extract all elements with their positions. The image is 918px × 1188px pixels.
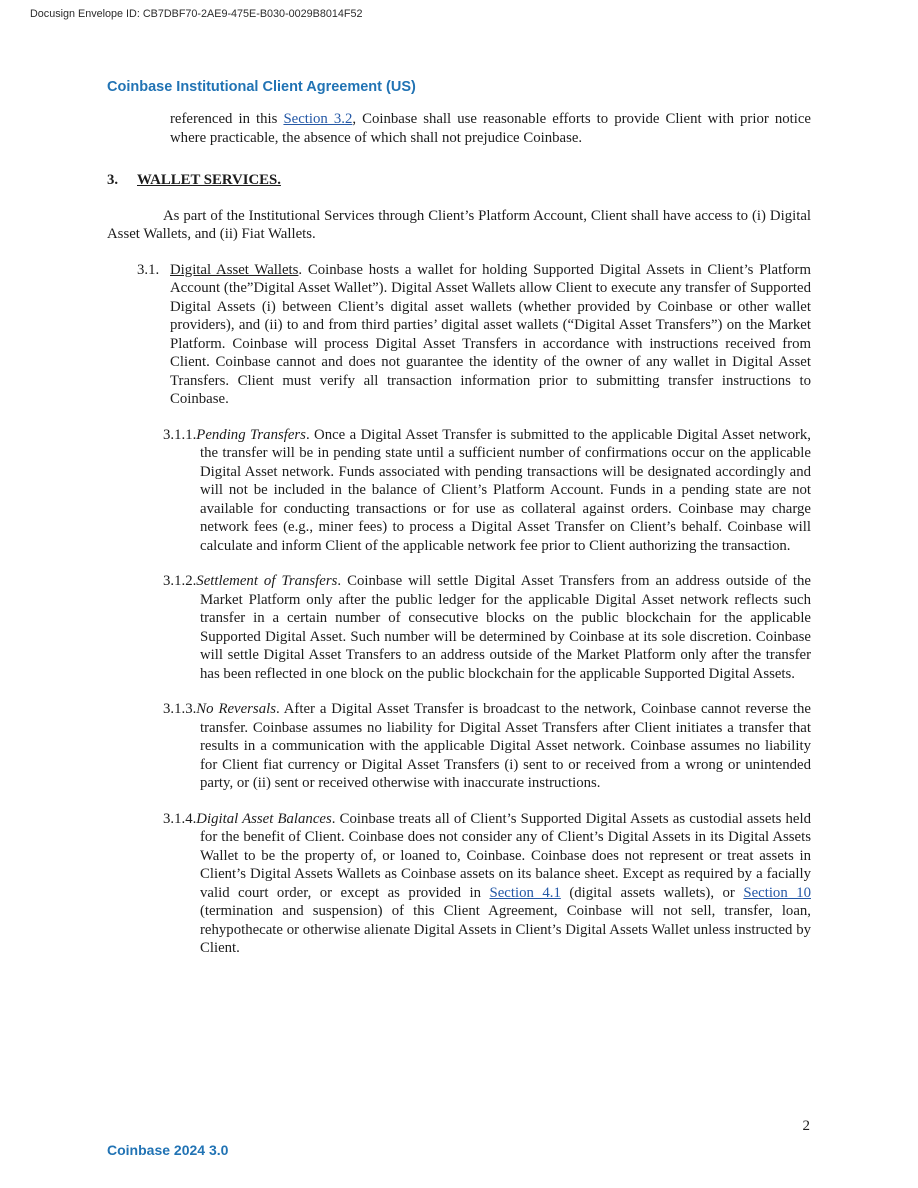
footer-brand: Coinbase 2024 3.0: [107, 1141, 229, 1158]
clause-3-1-3-body: . After a Digital Asset Transfer is broadcast to the network, Coinbase cannot reverse the transfer. Coinbase assumes no liability for Digital Asset Transfers after Client initiates a transfer that results in a communication with the applicable Digital Asset network. Coinbase assumes no liability for Client fiat currency or Digital Asset Transfers (i) sent to or received from a wrong or unintended party, or (ii) sent or received otherwise with inaccurate instructions.: [200, 701, 811, 791]
clause-3-1-title: Digital Asset Wallets: [170, 261, 299, 278]
clause-3-1-2-body: . Coinbase will settle Digital Asset Transfers from an address outside of the Market Platform only after the public ledger for the applicable Digital Asset network reflects such transfer in a certain number of consecutive blocks on the public blockchain for the applicable Supported Digital Asset. Such number will be determined by Coinbase at its sole discretion. Coinbase will settle Digital Asset Transfers to an address outside of the Market Platform only after the transfer has been reflected in one block on the public blockchain for the applicable Supported Digital Assets.: [200, 573, 811, 682]
section-3-lead-paragraph: As part of the Institutional Services through Client’s Platform Account, Client shall have access to (i) Digital Asset Wallets, and (ii) Fiat Wallets.: [107, 207, 811, 242]
intro-text-before-link: referenced in this: [170, 111, 284, 127]
clause-3-1-2-title: Settlement of Transfers: [196, 573, 338, 589]
clause-3-1-4-body-mid: (digital assets wallets), or: [560, 884, 744, 901]
clause-3-1-2-number: 3.1.2.: [163, 573, 197, 589]
clause-3-1-3: [163, 700, 811, 793]
clause-3-1-1-title: Pending Transfers: [196, 426, 306, 443]
intro-text-after-link: , Coinbase shall use reasonable efforts to provide Client with prior notice where practicable, the absence of which shall not prejudice Coinbase.: [170, 111, 811, 146]
clause-3-1-body: . Coinbase hosts a wallet for holding Supported Digital Assets in Client’s Platform Account (the”Digital Asset Wallet”). Digital Asset Wallets allow Client to execute any transfer of Supported Digital Assets (i) between Client’s digital asset wallets (whether provided by Coinbase or other wallet providers), and (ii) to and from third parties’ digital asset wallets (“Digital Asset Transfers”) on the Market Platform. Coinbase will process Digital Asset Transfers in accordance with instructions received from Client. Coinbase cannot and does not guarantee the identity of the owner of any wallet in Digital Asset Transfers. Client must verify all transaction information prior to submitting transfer instructions to Coinbase.: [170, 261, 811, 407]
heading-title: WALLET SERVICES.: [137, 172, 281, 188]
section-10-link[interactable]: Section 10: [743, 884, 811, 901]
clause-3-1-4-title: Digital Asset Balances: [196, 810, 332, 827]
clause-3-1-1: [163, 426, 812, 556]
heading-number: 3.: [107, 172, 119, 188]
document-header-title: Coinbase Institutional Client Agreement (US): [107, 79, 416, 95]
intro-paragraph: [170, 110, 811, 147]
section-3-2-link[interactable]: Section 3.2: [283, 111, 353, 127]
clause-3-1-2: [163, 572, 811, 683]
clause-3-1-1-body: . Once a Digital Asset Transfer is submitted to the applicable Digital Asset network, the transfer will be in pending state until a sufficient number of confirmations occur on the applicable Digital Asset network. Funds associated with pending transactions will be designated accordingly and will not be included in the balance of Client’s Platform Account. Funds in a pending state are not available for conducting transactions or for use as collateral against orders. Coinbase may charge network fees (e.g., miner fees) to process a Digital Asset Transfer on Client’s behalf. Coinbase will calculate and inform Client of the applicable network fee prior to Client authorizing the transaction.: [200, 426, 812, 554]
clause-3-1-4-body-pre: . Coinbase treats all of Client’s Supported Digital Assets as custodial assets held for the benefit of Client. Coinbase does not consider any of Client’s Digital Assets in its Digital Assets Wallet to be the property of, or loaned to, Coinbase. Coinbase does not represent or treat assets in Client’s Digital Assets Wallets as Coinbase assets on its balance sheet. Except as required by a facially valid court order, or except as provided in: [200, 810, 811, 901]
clause-3-1-4-number: 3.1.4.: [163, 810, 197, 827]
wallet-services-heading: [107, 171, 811, 190]
docusign-envelope-id: Docusign Envelope ID: CB7DBF70-2AE9-475E-B030-0029B8014F52: [30, 8, 363, 20]
clause-3-1-4: [163, 810, 811, 958]
clause-3-1-3-title: No Reversals: [196, 701, 276, 717]
clause-3-1-1-number: 3.1.1.: [163, 426, 197, 443]
clause-3-1-4-body-post: (termination and suspension) of this Client Agreement, Coinbase will not sell, transfer, loan, rehypothecate or otherwise alienate Digital Assets in Client’s Digital Assets Wallet unless instructed by Client.: [200, 903, 811, 956]
clause-3-1-number: 3.1.: [137, 261, 160, 278]
clause-3-1: [137, 261, 811, 409]
page-number: 2: [802, 1117, 810, 1134]
section-4-1-link[interactable]: Section 4.1: [489, 884, 561, 901]
clause-3-1-3-number: 3.1.3.: [163, 701, 197, 717]
